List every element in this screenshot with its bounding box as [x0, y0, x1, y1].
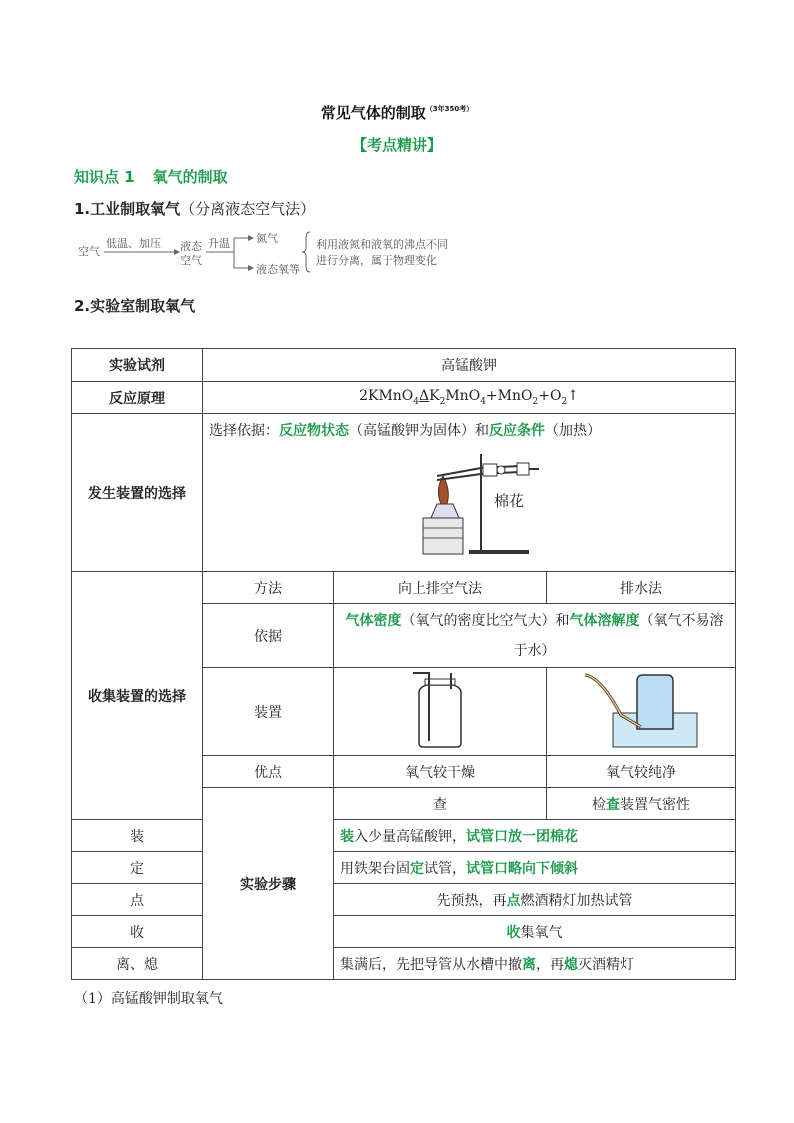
method-upward-air: 向上排空气法 [334, 572, 547, 604]
steps-head: 实验步骤 [203, 788, 334, 980]
water-displacement-device [547, 668, 736, 756]
generator-row [72, 414, 736, 572]
flow-desc-line2: 进行分离，属于物理变化 [316, 254, 437, 267]
step-fix-row [72, 852, 736, 884]
step-collect-text: 收集氧气 [334, 916, 736, 948]
upward-air-device [334, 668, 547, 756]
step-check-text: 检查装置气密性 [547, 788, 736, 820]
method-label: 方法 [203, 572, 334, 604]
page-title: 常见气体的制取$^{(3年350考)}$ [320, 104, 474, 122]
reagent-head: 实验试剂 [72, 349, 203, 382]
title-note: （3年350考） [425, 105, 474, 113]
industrial-heading: 1.工业制取氧气（分离液态空气法） [74, 200, 316, 218]
flow-step1: 低温、加压 [106, 237, 161, 250]
flow-step2: 升温 [208, 237, 230, 250]
basis-text: 气体密度（氧气的密度比空气大）和气体溶解度（氧气不易溶 于水） [334, 604, 736, 668]
step-finish-label: 离、熄 [72, 948, 203, 980]
principle-row [72, 382, 736, 414]
lab-heading: 2.实验室制取氧气 [74, 297, 196, 315]
reagent-row [72, 349, 736, 382]
flow-mid-line2: 空气 [180, 254, 202, 267]
water-trough-icon [581, 669, 701, 751]
step-check-label: 查 [334, 788, 547, 820]
knowledge-point-heading: 知识点 1 氧气的制取 [74, 168, 228, 186]
cotton-label: 棉花 [494, 492, 525, 510]
step-finish-row [72, 948, 736, 980]
gas-bottle-icon [405, 669, 475, 751]
step-finish-text: 集满后，先把导管从水槽中撤离，再熄灭酒精灯 [334, 948, 736, 980]
reagent-value: 高锰酸钾 [203, 349, 736, 382]
step-light-label: 点 [72, 884, 203, 916]
step-light-text: 先预热，再点燃酒精灯加热试管 [334, 884, 736, 916]
flow-mid-line1: 液态 [180, 240, 202, 253]
generator-basis: 选择依据：反应物状态（高锰酸钾为固体）和反应条件（加热） [209, 423, 601, 439]
generator-cell [203, 414, 736, 572]
principle-head: 反应原理 [72, 382, 203, 414]
section-subtitle: 【考点精讲】 [351, 136, 442, 154]
step-fix-label: 定 [72, 852, 203, 884]
industrial-flow-diagram [74, 222, 494, 282]
step-load-row [72, 820, 736, 852]
heating-apparatus-figure [209, 446, 729, 558]
flow-start: 空气 [78, 245, 100, 258]
step-load-label: 装 [72, 820, 203, 852]
device-label: 装置 [203, 668, 334, 756]
method-water: 排水法 [547, 572, 736, 604]
flow-out-bottom: 液态氧等 [256, 263, 300, 276]
step-light-row [72, 884, 736, 916]
generator-head: 发生装置的选择 [72, 414, 203, 572]
flow-desc-line1: 利用液氮和液氧的沸点不同 [316, 238, 448, 251]
step-fix-text: 用铁架台固定试管，试管口略向下倾斜 [334, 852, 736, 884]
collect-head: 收集装置的选择 [72, 572, 203, 820]
footer-subheading: （1）高锰酸钾制取氧气 [74, 991, 223, 1007]
flow-out-top: 氮气 [256, 232, 278, 245]
oxygen-lab-table [71, 348, 736, 980]
merit-water: 氧气较纯净 [547, 756, 736, 788]
basis-label: 依据 [203, 604, 334, 668]
merit-label: 优点 [203, 756, 334, 788]
step-load-text: 装入少量高锰酸钾，试管口放一团棉花 [334, 820, 736, 852]
method-row [72, 572, 736, 604]
step-collect-label: 收 [72, 916, 203, 948]
step-collect-row [72, 916, 736, 948]
merit-upward-air: 氧气较干燥 [334, 756, 547, 788]
reaction-equation: $2KMnO_4\Delta K_2MnO_4+MnO_2+O_2↑$ [203, 382, 736, 414]
